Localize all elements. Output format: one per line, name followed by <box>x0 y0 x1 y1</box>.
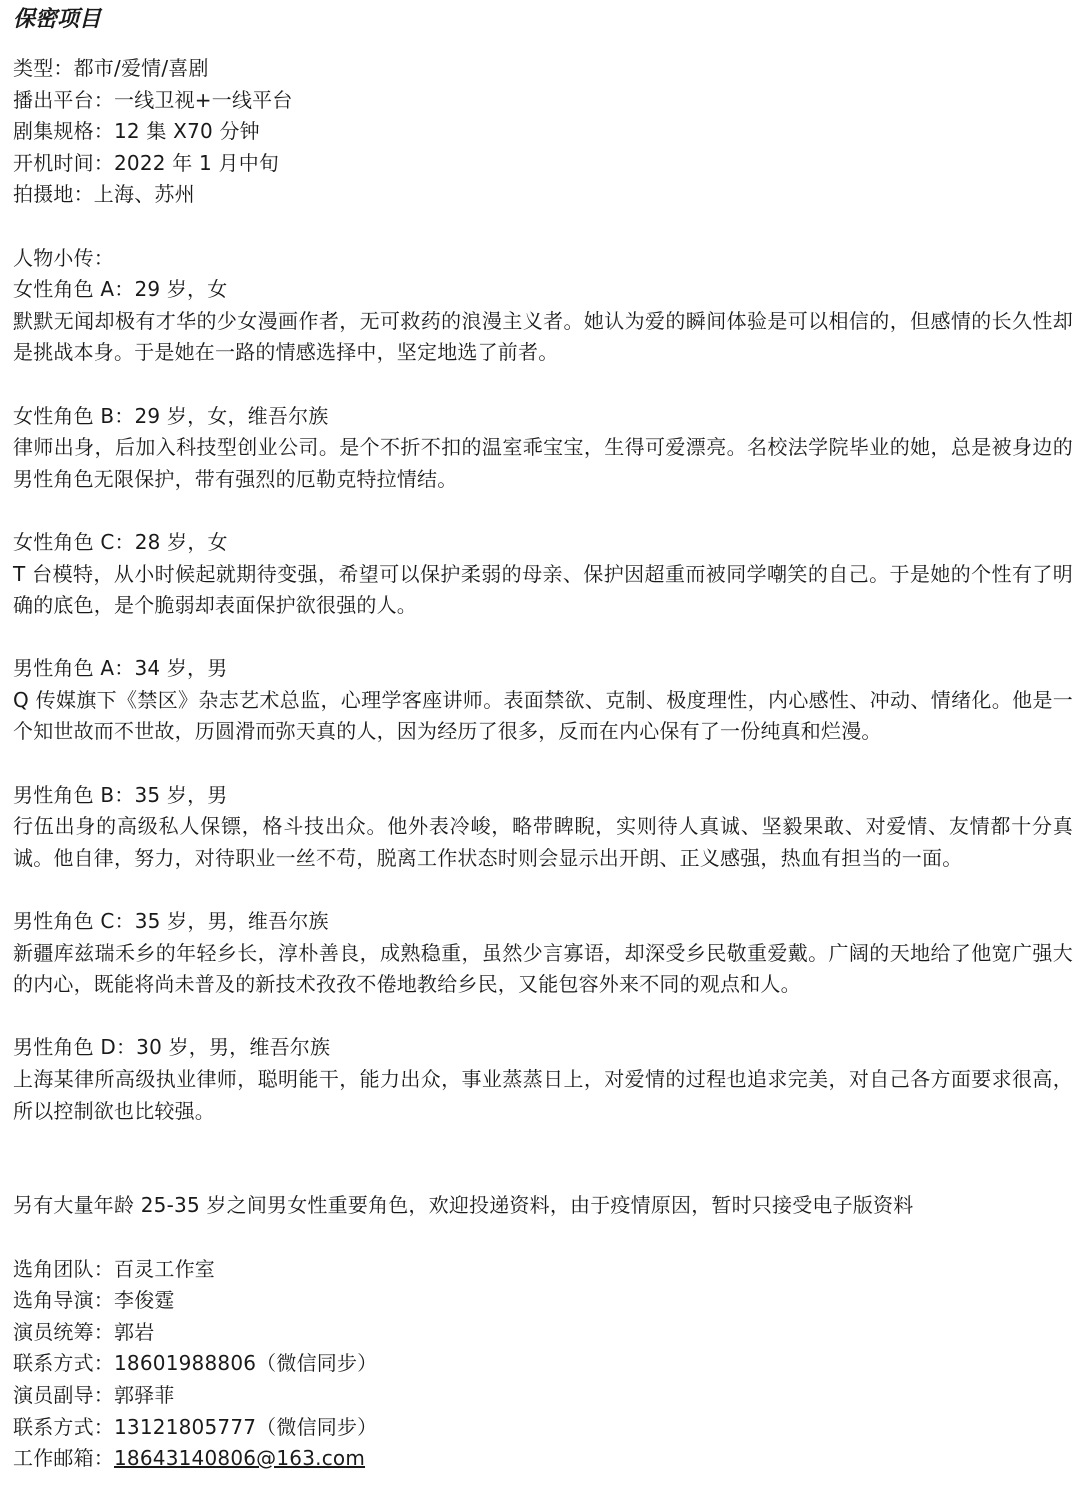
character-header: 女性角色 B：29 岁，女，维吾尔族 <box>13 403 329 428</box>
contact-info <box>13 1254 1073 1475</box>
character-male-c <box>13 906 1073 1001</box>
character-female-b <box>13 401 1073 496</box>
character-header: 男性角色 C：35 岁，男，维吾尔族 <box>13 909 329 934</box>
email-link[interactable]: 18643140806@163.com <box>114 1446 366 1471</box>
spacer <box>13 211 1073 243</box>
spacer <box>13 1127 1073 1190</box>
character-header: 男性角色 D：30 岁，男，维吾尔族 <box>13 1035 331 1060</box>
character-description: 行伍出身的高级私人保镖，格斗技出众。他外表冷峻，略带睥睨，实则待人真诚、坚毅果敢、对爱情、友情都十分真诚。他自律，努力，对待职业一丝不苟，脱离工作状态时则会显示出开朗、正义感强，热血有担当的一面。 <box>13 814 1073 870</box>
info-genre: 类型：都市/爱情/喜剧 <box>13 56 209 80</box>
actor-coordinator: 演员统筹：郭岩 <box>13 1319 155 1344</box>
info-episodes: 剧集规格：12 集 X70 分钟 <box>13 119 260 144</box>
document-title: 保密项目 <box>13 7 102 32</box>
spacer <box>13 748 1073 780</box>
character-description: T 台模特，从小时候起就期待变强，希望可以保护柔弱的母亲、保护因超重而被同学嘲笑的自己。于是她的个性有了明确的底色，是个脆弱却表面保护欲很强的人。 <box>13 561 1073 618</box>
casting-director: 选角导演：李俊霆 <box>13 1288 175 1313</box>
character-description: 上海某律所高级执业律师，聪明能干，能力出众，事业蒸蒸日上，对爱情的过程也追求完美，对自己各方面要求很高，所以控制欲也比较强。 <box>13 1067 1073 1123</box>
casting-note: 另有大量年龄 25-35 岁之间男女性重要角色，欢迎投递资料，由于疫情原因，暂时只接受电子版资料 <box>13 1193 914 1218</box>
spacer <box>13 622 1073 654</box>
character-description: 默默无闻却极有才华的少女漫画作者，无可救药的浪漫主义者。她认为爱的瞬间体验是可以相信的，但感情的长久性却是挑战本身。于是她在一路的情感选择中，坚定地选了前者。 <box>13 308 1073 365</box>
character-male-b <box>13 780 1073 875</box>
contact-phone-2: 联系方式：13121805777（微信同步） <box>13 1414 378 1439</box>
bio-heading: 人物小传： <box>13 245 114 270</box>
spacer <box>13 1222 1073 1254</box>
spacer <box>13 369 1073 401</box>
email-label: 工作邮箱： <box>13 1446 114 1471</box>
character-description: 律师出身，后加入科技型创业公司。是个不折不扣的温室乖宝宝，生得可爱漂亮。名校法学院毕业的她，总是被身边的男性角色无限保护，带有强烈的厄勒克特拉情结。 <box>13 435 1073 491</box>
character-male-a <box>13 653 1073 748</box>
contact-phone-1: 联系方式：18601988806（微信同步） <box>13 1351 378 1376</box>
spacer <box>13 874 1073 906</box>
spacer <box>13 1001 1073 1033</box>
spacer <box>13 495 1073 527</box>
casting-team: 选角团队：百灵工作室 <box>13 1256 215 1281</box>
assistant-director: 演员副导：郭驿菲 <box>13 1382 175 1407</box>
character-description: 新疆库兹瑞禾乡的年轻乡长，淳朴善良，成熟稳重，虽然少言寡语，却深受乡民敬重爱戴。广阔的天地给了他宽广强大的内心，既能将尚未普及的新技术孜孜不倦地教给乡民，又能包容外来不同的观点和人。 <box>13 940 1073 997</box>
project-info <box>13 53 1073 211</box>
info-start-date: 开机时间：2022 年 1 月中旬 <box>13 150 280 175</box>
character-female-c <box>13 527 1073 622</box>
character-header: 女性角色 C：28 岁，女 <box>13 529 228 554</box>
character-female-a <box>13 274 1073 369</box>
info-location: 拍摄地：上海、苏州 <box>13 182 195 207</box>
work-email-row <box>13 1443 1073 1475</box>
document <box>13 4 1073 1475</box>
character-header: 女性角色 A：29 岁，女 <box>13 277 228 302</box>
character-header: 男性角色 A：34 岁，男 <box>13 656 228 681</box>
character-description: Q 传媒旗下《禁区》杂志艺术总监，心理学客座讲师。表面禁欲、克制、极度理性，内心感性、冲动、情绪化。他是一个知世故而不世故，历圆滑而弥天真的人，因为经历了很多，反而在内心保有了一份纯真和烂漫。 <box>13 687 1073 744</box>
info-platform: 播出平台：一线卫视+一线平台 <box>13 87 293 112</box>
character-male-d <box>13 1032 1073 1127</box>
character-header: 男性角色 B：35 岁，男 <box>13 782 228 807</box>
